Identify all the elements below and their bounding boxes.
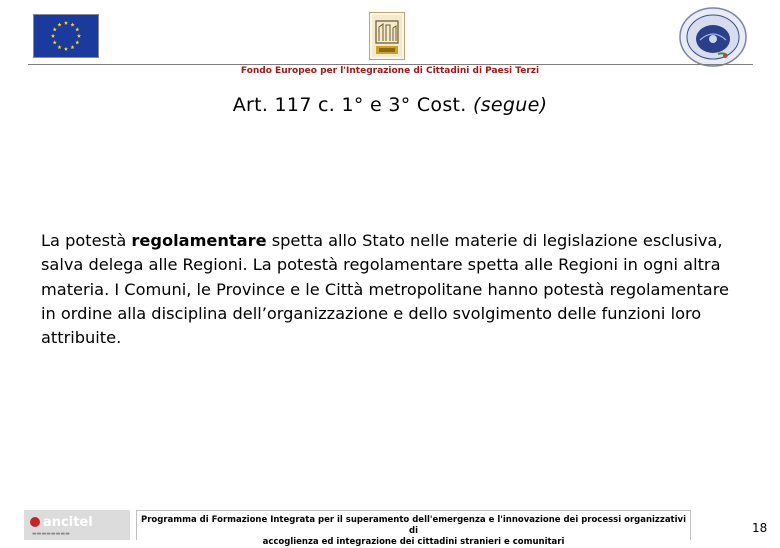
anci-logo-icon xyxy=(369,12,405,60)
slide-title-suffix: (segue) xyxy=(472,94,548,116)
fund-title: Fondo Europeo per l'Integrazione di Cittadini di Paesi Terzi xyxy=(240,66,540,76)
slide-body-text xyxy=(41,229,741,350)
ancitel-logo xyxy=(24,510,130,540)
ancitel-subline-icon: ▬▬▬▬▬▬▬▬ xyxy=(32,531,70,537)
footer-program-text xyxy=(136,515,691,548)
page-number: 18 xyxy=(752,521,768,535)
header-divider xyxy=(28,64,753,65)
ancitel-dot-icon xyxy=(30,517,40,527)
footer-line-2: accoglienza ed integrazione dei cittadini stranieri e comunitari xyxy=(262,537,565,547)
ancitel-brand: ancitel xyxy=(43,515,93,530)
seal-icon xyxy=(678,6,748,68)
body-bold-term: regolamentare xyxy=(131,231,267,250)
eu-flag-icon xyxy=(33,14,99,58)
slide-title xyxy=(0,94,780,116)
body-intro: La potestà xyxy=(41,231,132,250)
slide-title-main: Art. 117 c. 1° e 3° Cost. xyxy=(232,94,473,116)
footer-line-1: Programma di Formazione Integrata per il superamento dell'emergenza e l'innovazione dei processi organizzativi di xyxy=(141,515,686,536)
body-rest: spetta allo Stato nelle materie di legislazione esclusiva, salva delega alle Regioni. La potestà regolamentare spetta alle Regioni in ogni altra materia. I Comuni, le Province e le Città metropolitane hanno potestà regolamentare in ordine alla disciplina dell’organizzazione e dello svolgimento delle funzioni loro attribuite. xyxy=(41,231,729,348)
